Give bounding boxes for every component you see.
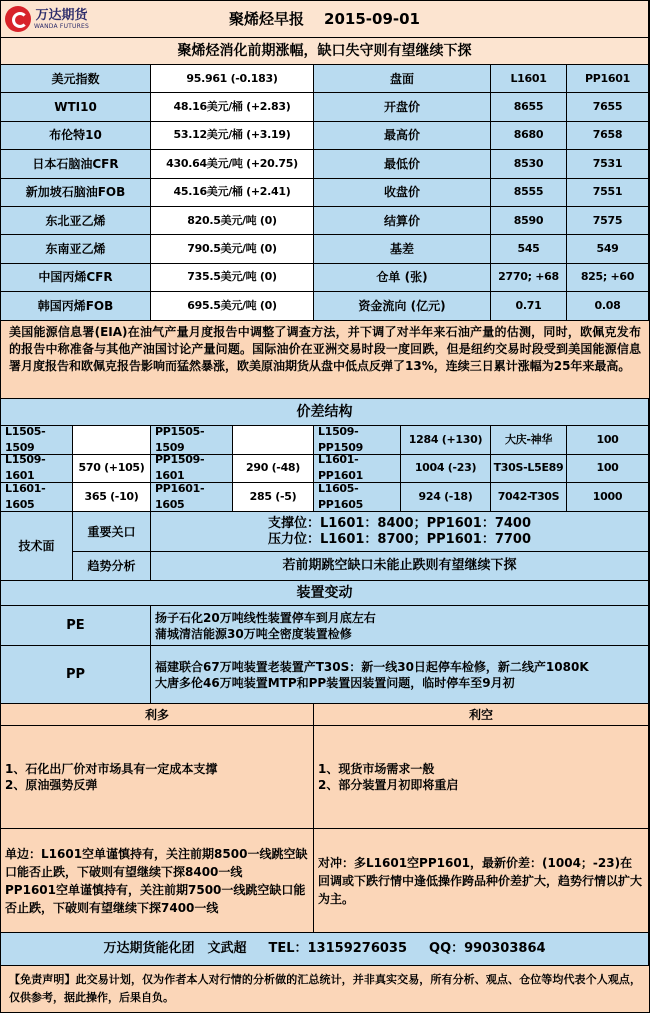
pp-spread-contract: PP1505-1509 [151,426,233,455]
quote-field: 收盘价 [314,179,491,207]
pp1601-value: 7658 [567,122,649,150]
pp-spread-value: 290 (-48) [233,455,314,484]
bear-title: 利空 [314,704,649,726]
l1601-value: L1601 [491,65,567,93]
tel-label: TEL： [268,941,308,956]
report-date: 2015-09-01 [324,10,420,28]
indicator-name: 东南亚乙烯 [1,235,151,263]
l1601-value: 8590 [491,207,567,235]
quote-field: 最低价 [314,150,491,178]
technical-label: 技术面 [1,512,73,581]
indicator-value: 790.5美元/吨 (0) [151,235,314,263]
bear-factors [314,726,649,829]
quote-field: 结算价 [314,207,491,235]
report-header [1,1,649,38]
key-level-values [151,512,649,552]
wanda-logo [5,4,89,34]
grade-spread-pair: 7042-T30S [491,483,567,512]
quote-field: 开盘价 [314,93,491,121]
quote-field: 仓单 (张) [314,264,491,292]
tel-number: 13159276035 [307,941,408,956]
report-title: 聚烯烃早报 [229,10,305,28]
pp-line-2: 大唐多伦46万吨装置MTP和PP装置因装置问题，临时停车至9月初 [155,675,515,690]
indicator-value: 735.5美元/吨 (0) [151,264,314,292]
l1601-value: 8655 [491,93,567,121]
bull-item-1: 1、石化出厂价对市场具有一定成本支撑 [5,762,218,776]
pp-spread-value: 285 (-5) [233,483,314,512]
bull-factors [1,726,314,829]
team-name: 万达期货能化团 文武超 [103,941,247,956]
grade-spread-value: 100 [567,426,649,455]
qq-label: QQ： [429,941,465,956]
l-spread-contract: L1505-1509 [1,426,73,455]
contact-footer [1,933,649,966]
l1601-value: 8680 [491,122,567,150]
logo-cn: 万达期货 [35,7,88,23]
quote-field: 基差 [314,235,491,263]
l1601-value: 8530 [491,150,567,178]
key-level-label: 重要关口 [73,512,151,552]
l-spread-contract: L1509-1601 [1,455,73,484]
grade-spread-value: 1000 [567,483,649,512]
l-spread-value: 570 (+105) [73,455,151,484]
grade-spread-pair: T30S-L5E89 [491,455,567,484]
indicator-value: 430.64美元/吨 (+20.75) [151,150,314,178]
disclaimer: 【免责声明】此交易计划，仅为作者本人对行情的分析做的汇总统计，并非真实交易，所有分析、观点、仓位等均代表个人观点，仅供参考，据此操作，后果自负。 [1,966,649,1012]
grade-spread-value: 100 [567,455,649,484]
indicator-value: 53.12美元/桶 (+3.19) [151,122,314,150]
cross-spread-value: 924 (-18) [401,483,491,512]
pe-line-2: 蒲城清洁能源30万吨全密度装置检修 [155,626,352,641]
pe-line-1: 扬子石化20万吨线性装置停车到月底左右 [155,610,376,625]
quote-field: 盘面 [314,65,491,93]
trend-label: 趋势分析 [73,552,151,581]
headline: 聚烯烃消化前期涨幅，缺口失守则有望继续下探 [1,38,649,65]
pp-spread-value [233,426,314,455]
hedge-strategy: 对冲：多L1601空PP1601，最新价差：(1004；-23)在回调或下跌行情中逢低操作跨品种价差扩大，趋势行情以扩大为主。 [314,829,649,933]
l-spread-value: 365 (-10) [73,483,151,512]
indicator-name: 日本石脑油CFR [1,150,151,178]
pe-label: PE [1,606,151,646]
indicator-value: 695.5美元/吨 (0) [151,292,314,320]
quote-field: 最高价 [314,122,491,150]
bear-item-1: 1、现货市场需求一般 [318,762,435,776]
pp-spread-contract: PP1601-1605 [151,483,233,512]
news-paragraph: 美国能源信息署(EIA)在油气产量月度报告中调整了调查方法，并下调了对半年来石油产量的估测，同时，欧佩克发布的报告中称准备与其他产油国讨论产量问题。国际油价在亚洲交易时段一度回跌，但是纽约交易时段受到美国能源信息署月度报告和欧佩克报告影响而猛然暴涨，欧美原油期货从盘中低点反弹了13%，连续三日累计涨幅为25年来最高。 [1,321,649,399]
wanda-logo-icon [5,6,31,32]
l-spread-contract: L1601-1605 [1,483,73,512]
indicator-name: 新加坡石脑油FOB [1,179,151,207]
indicator-value: 95.961 (-0.183) [151,65,314,93]
single-strategy: 单边：L1601空单谨慎持有，关注前期8500一线跳空缺口能否止跌，下破则有望继续下探8400一线 PP1601空单谨慎持有，关注前期7500一线跳空缺口能否止跌，下破则有望继续下探7400一线 [1,829,314,933]
indicator-value: 48.16美元/桶 (+2.83) [151,93,314,121]
support-level: 支撑位：L1601：8400；PP1601：7400 [267,515,532,531]
l1601-value: 2770; +68 [491,264,567,292]
pp-changes [151,646,649,704]
indicator-name: 中国丙烯CFR [1,264,151,292]
l1601-value: 8555 [491,179,567,207]
cross-spread-value: 1004 (-23) [401,455,491,484]
pp1601-value: PP1601 [567,65,649,93]
pp1601-value: 7655 [567,93,649,121]
pe-changes [151,606,649,646]
indicator-name: 美元指数 [1,65,151,93]
indicator-value: 820.5美元/吨 (0) [151,207,314,235]
pp1601-value: 7575 [567,207,649,235]
indicator-name: 布伦特10 [1,122,151,150]
qq-number: 990303864 [464,941,546,956]
l-spread-value [73,426,151,455]
logo-en: WANDA FUTURES [34,22,89,30]
l1601-value: 545 [491,235,567,263]
pp-line-1: 福建联合67万吨装置老装置产T30S：新一线30日起停车检修，新二线产1080K [155,659,589,674]
trend-analysis: 若前期跳空缺口未能止跌则有望继续下探 [151,552,649,581]
indicator-name: 东北亚乙烯 [1,207,151,235]
grade-spread-pair: 大庆-神华 [491,426,567,455]
pp1601-value: 7551 [567,179,649,207]
pp1601-value: 0.08 [567,292,649,320]
quote-field: 资金流向 (亿元) [314,292,491,320]
resistance-level: 压力位：L1601：8700；PP1601：7700 [267,531,532,547]
pp1601-value: 7531 [567,150,649,178]
l1601-value: 0.71 [491,292,567,320]
cross-spread-contract: L1509-PP1509 [314,426,401,455]
cross-spread-value: 1284 (+130) [401,426,491,455]
indicator-value: 45.16美元/桶 (+2.41) [151,179,314,207]
indicator-name: 韩国丙烯FOB [1,292,151,320]
pp-spread-contract: PP1509-1601 [151,455,233,484]
bull-title: 利多 [1,704,314,726]
pp-label: PP [1,646,151,704]
pp1601-value: 825; +60 [567,264,649,292]
cross-spread-contract: L1601-PP1601 [314,455,401,484]
bear-item-2: 2、部分装置月初即将重启 [318,778,459,792]
pp1601-value: 549 [567,235,649,263]
equipment-title: 装置变动 [1,581,649,606]
indicator-name: WTI10 [1,93,151,121]
cross-spread-contract: L1605-PP1605 [314,483,401,512]
bull-item-2: 2、原油强势反弹 [5,778,98,792]
spread-title: 价差结构 [1,399,649,426]
